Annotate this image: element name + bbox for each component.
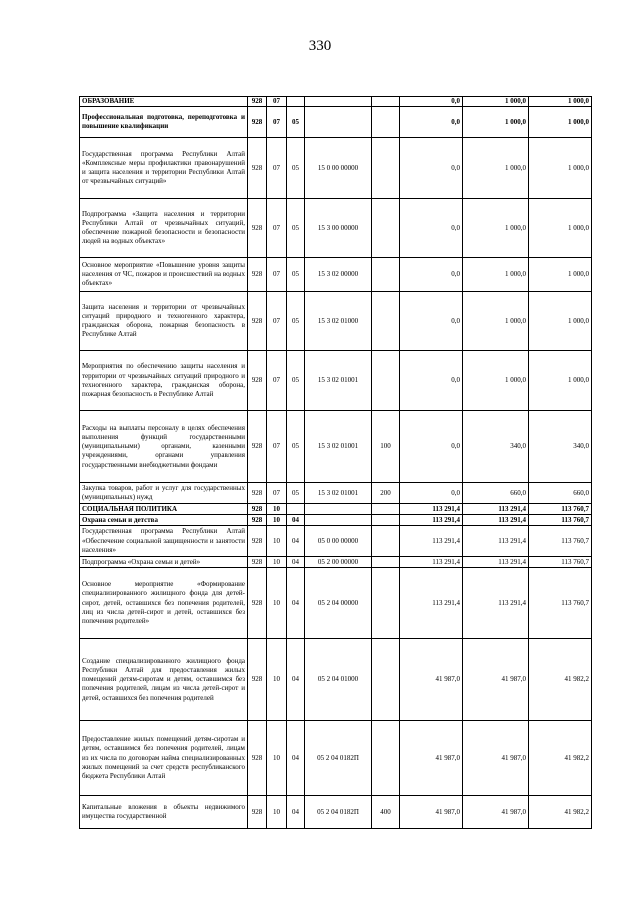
cell-ved: 928 bbox=[248, 138, 267, 199]
cell-v1: 41 987,0 bbox=[400, 639, 463, 721]
cell-csr: 05 2 04 0182П bbox=[305, 796, 372, 829]
cell-name: Основное мероприятие «Формирование специализированного жилищного фонда для детей-сирот, детей, оставшихся без попечения родителей, лиц из числа детей-сирот и детей, оставшихся без попечения родителей» bbox=[80, 568, 248, 639]
cell-v1: 41 987,0 bbox=[400, 721, 463, 796]
cell-rz: 07 bbox=[267, 97, 287, 107]
cell-rz: 07 bbox=[267, 411, 287, 483]
cell-name: ОБРАЗОВАНИЕ bbox=[80, 97, 248, 107]
cell-csr: 05 2 04 01000 bbox=[305, 639, 372, 721]
cell-name: Профессиональная подготовка, переподготовка и повышение квалификации bbox=[80, 107, 248, 138]
cell-vr bbox=[372, 639, 400, 721]
cell-ved: 928 bbox=[248, 796, 267, 829]
cell-name: Защита населения и территории от чрезвычайных ситуаций природного и техногенного характера, гражданская оборона, пожарная безопасность в Республике Алтай bbox=[80, 292, 248, 351]
cell-pr: 04 bbox=[287, 557, 305, 568]
table-row bbox=[80, 515, 592, 526]
cell-v3: 1 000,0 bbox=[529, 258, 592, 292]
cell-v1: 113 291,4 bbox=[400, 515, 463, 526]
table-row bbox=[80, 351, 592, 411]
cell-name: Капитальные вложения в объекты недвижимого имущества государственной bbox=[80, 796, 248, 829]
table-row bbox=[80, 138, 592, 199]
cell-pr: 04 bbox=[287, 526, 305, 557]
cell-v2: 1 000,0 bbox=[463, 258, 529, 292]
cell-csr: 05 2 04 0182П bbox=[305, 721, 372, 796]
cell-v1: 41 987,0 bbox=[400, 796, 463, 829]
cell-vr bbox=[372, 526, 400, 557]
cell-v3: 1 000,0 bbox=[529, 138, 592, 199]
cell-vr bbox=[372, 97, 400, 107]
cell-pr: 04 bbox=[287, 721, 305, 796]
cell-rz: 10 bbox=[267, 557, 287, 568]
cell-ved: 928 bbox=[248, 411, 267, 483]
cell-pr: 05 bbox=[287, 351, 305, 411]
cell-vr bbox=[372, 721, 400, 796]
cell-v2: 340,0 bbox=[463, 411, 529, 483]
cell-ved: 928 bbox=[248, 483, 267, 504]
cell-v1: 113 291,4 bbox=[400, 568, 463, 639]
cell-ved: 928 bbox=[248, 721, 267, 796]
cell-rz: 07 bbox=[267, 483, 287, 504]
cell-csr: 15 0 00 00000 bbox=[305, 138, 372, 199]
cell-v1: 0,0 bbox=[400, 351, 463, 411]
cell-ved: 928 bbox=[248, 351, 267, 411]
cell-pr: 05 bbox=[287, 138, 305, 199]
cell-rz: 10 bbox=[267, 526, 287, 557]
cell-rz: 07 bbox=[267, 258, 287, 292]
cell-name: Закупка товаров, работ и услуг для государственных (муниципальных) нужд bbox=[80, 483, 248, 504]
cell-v1: 113 291,4 bbox=[400, 557, 463, 568]
cell-v2: 41 987,0 bbox=[463, 721, 529, 796]
cell-v3: 113 760,7 bbox=[529, 568, 592, 639]
cell-pr: 05 bbox=[287, 258, 305, 292]
table-row bbox=[80, 796, 592, 829]
cell-v3: 113 760,7 bbox=[529, 526, 592, 557]
cell-name: Основное мероприятие «Повышение уровня защиты населения от ЧС, пожаров и происшествий на водных объектах» bbox=[80, 258, 248, 292]
cell-name: Подпрограмма «Защита населения и территории Республики Алтай от чрезвычайных ситуаций, обеспечение пожарной безопасности и безопасности людей на водных объектах» bbox=[80, 199, 248, 258]
cell-v1: 0,0 bbox=[400, 107, 463, 138]
cell-v2: 1 000,0 bbox=[463, 351, 529, 411]
table-row bbox=[80, 107, 592, 138]
cell-v1: 0,0 bbox=[400, 138, 463, 199]
cell-rz: 10 bbox=[267, 721, 287, 796]
cell-v2: 660,0 bbox=[463, 483, 529, 504]
cell-ved: 928 bbox=[248, 292, 267, 351]
cell-vr bbox=[372, 557, 400, 568]
cell-vr bbox=[372, 515, 400, 526]
cell-csr: 05 2 00 00000 bbox=[305, 557, 372, 568]
cell-pr: 05 bbox=[287, 483, 305, 504]
table-row bbox=[80, 292, 592, 351]
cell-v2: 1 000,0 bbox=[463, 138, 529, 199]
cell-v2: 1 000,0 bbox=[463, 97, 529, 107]
cell-v1: 0,0 bbox=[400, 411, 463, 483]
cell-ved: 928 bbox=[248, 97, 267, 107]
cell-csr: 15 3 02 01001 bbox=[305, 411, 372, 483]
cell-vr: 100 bbox=[372, 411, 400, 483]
cell-rz: 10 bbox=[267, 568, 287, 639]
cell-vr bbox=[372, 292, 400, 351]
cell-vr bbox=[372, 107, 400, 138]
cell-v3: 113 760,7 bbox=[529, 504, 592, 515]
cell-v1: 0,0 bbox=[400, 483, 463, 504]
cell-csr: 15 3 00 00000 bbox=[305, 199, 372, 258]
cell-csr: 15 3 02 00000 bbox=[305, 258, 372, 292]
cell-v1: 113 291,4 bbox=[400, 526, 463, 557]
cell-rz: 07 bbox=[267, 107, 287, 138]
cell-name: Мероприятия по обеспечению защиты населения и территории от чрезвычайных ситуаций природного и техногенного характера, гражданская оборона, пожарная безопасность в Республике Алтай bbox=[80, 351, 248, 411]
table-row bbox=[80, 526, 592, 557]
cell-name: СОЦИАЛЬНАЯ ПОЛИТИКА bbox=[80, 504, 248, 515]
cell-v3: 1 000,0 bbox=[529, 351, 592, 411]
cell-v1: 0,0 bbox=[400, 199, 463, 258]
table-row bbox=[80, 721, 592, 796]
cell-name: Государственная программа Республики Алтай «Комплексные меры профилактики правонарушений и защита населения и территории Республики Алтай от чрезвычайных ситуаций» bbox=[80, 138, 248, 199]
cell-pr: 05 bbox=[287, 199, 305, 258]
cell-vr: 400 bbox=[372, 796, 400, 829]
cell-csr: 05 2 04 00000 bbox=[305, 568, 372, 639]
cell-v3: 340,0 bbox=[529, 411, 592, 483]
cell-vr bbox=[372, 258, 400, 292]
cell-name: Подпрограмма «Охрана семьи и детей» bbox=[80, 557, 248, 568]
cell-vr: 200 bbox=[372, 483, 400, 504]
cell-ved: 928 bbox=[248, 526, 267, 557]
cell-rz: 07 bbox=[267, 292, 287, 351]
cell-v3: 1 000,0 bbox=[529, 107, 592, 138]
cell-vr bbox=[372, 504, 400, 515]
cell-name: Создание специализированного жилищного фонда Республики Алтай для предоставления жилых помещений детям-сиротам и детям, оставшимся без попечения родителей, лицам из числа детей-сирот и детей, оставшихся без попечения родителей bbox=[80, 639, 248, 721]
cell-ved: 928 bbox=[248, 258, 267, 292]
cell-name: Государственная программа Республики Алтай «Обеспечение социальной защищенности и занятости населения» bbox=[80, 526, 248, 557]
cell-v2: 113 291,4 bbox=[463, 526, 529, 557]
cell-csr: 05 0 00 00000 bbox=[305, 526, 372, 557]
page-number: 330 bbox=[308, 38, 332, 54]
cell-v2: 113 291,4 bbox=[463, 557, 529, 568]
cell-ved: 928 bbox=[248, 107, 267, 138]
cell-v2: 113 291,4 bbox=[463, 515, 529, 526]
cell-ved: 928 bbox=[248, 568, 267, 639]
cell-v3: 113 760,7 bbox=[529, 515, 592, 526]
cell-v1: 0,0 bbox=[400, 97, 463, 107]
cell-v3: 1 000,0 bbox=[529, 97, 592, 107]
cell-csr bbox=[305, 107, 372, 138]
cell-rz: 10 bbox=[267, 639, 287, 721]
cell-csr bbox=[305, 97, 372, 107]
cell-csr: 15 3 02 01001 bbox=[305, 483, 372, 504]
cell-v3: 41 982,2 bbox=[529, 796, 592, 829]
table-row bbox=[80, 483, 592, 504]
table-row bbox=[80, 199, 592, 258]
cell-csr: 15 3 02 01001 bbox=[305, 351, 372, 411]
cell-v2: 113 291,4 bbox=[463, 568, 529, 639]
cell-v2: 1 000,0 bbox=[463, 199, 529, 258]
cell-name: Охрана семьи и детства bbox=[80, 515, 248, 526]
table-row bbox=[80, 97, 592, 107]
cell-csr bbox=[305, 515, 372, 526]
cell-ved: 928 bbox=[248, 557, 267, 568]
cell-pr: 04 bbox=[287, 515, 305, 526]
cell-rz: 07 bbox=[267, 138, 287, 199]
budget-table bbox=[79, 96, 592, 829]
cell-v2: 1 000,0 bbox=[463, 292, 529, 351]
cell-v3: 41 982,2 bbox=[529, 721, 592, 796]
cell-pr: 05 bbox=[287, 411, 305, 483]
cell-pr: 04 bbox=[287, 639, 305, 721]
cell-pr: 05 bbox=[287, 292, 305, 351]
cell-csr bbox=[305, 504, 372, 515]
cell-rz: 10 bbox=[267, 515, 287, 526]
cell-ved: 928 bbox=[248, 504, 267, 515]
cell-name: Предоставление жилых помещений детям-сиротам и детям, оставшимся без попечения родителей, лицам из их числа по договорам найма специализированных жилых помещений за счет средств республиканского бюджета Республики Алтай bbox=[80, 721, 248, 796]
cell-rz: 10 bbox=[267, 796, 287, 829]
cell-name: Расходы на выплаты персоналу в целях обеспечения выполнения функций государственными (муниципальными) органами, казенными учреждениями, органами управления государственными внебюджетными фондами bbox=[80, 411, 248, 483]
cell-ved: 928 bbox=[248, 515, 267, 526]
cell-vr bbox=[372, 568, 400, 639]
cell-v1: 0,0 bbox=[400, 258, 463, 292]
cell-v2: 41 987,0 bbox=[463, 639, 529, 721]
cell-v1: 113 291,4 bbox=[400, 504, 463, 515]
cell-v3: 1 000,0 bbox=[529, 292, 592, 351]
table-row bbox=[80, 557, 592, 568]
cell-vr bbox=[372, 351, 400, 411]
cell-v3: 1 000,0 bbox=[529, 199, 592, 258]
cell-v2: 113 291,4 bbox=[463, 504, 529, 515]
cell-ved: 928 bbox=[248, 639, 267, 721]
table-row bbox=[80, 504, 592, 515]
cell-pr bbox=[287, 97, 305, 107]
table-row bbox=[80, 568, 592, 639]
cell-pr: 04 bbox=[287, 796, 305, 829]
table-row bbox=[80, 411, 592, 483]
cell-v3: 41 982,2 bbox=[529, 639, 592, 721]
table-row bbox=[80, 639, 592, 721]
cell-rz: 07 bbox=[267, 351, 287, 411]
cell-v1: 0,0 bbox=[400, 292, 463, 351]
cell-pr bbox=[287, 504, 305, 515]
cell-pr: 05 bbox=[287, 107, 305, 138]
cell-v2: 1 000,0 bbox=[463, 107, 529, 138]
cell-rz: 07 bbox=[267, 199, 287, 258]
cell-csr: 15 3 02 01000 bbox=[305, 292, 372, 351]
cell-pr: 04 bbox=[287, 568, 305, 639]
table-row bbox=[80, 258, 592, 292]
cell-v3: 113 760,7 bbox=[529, 557, 592, 568]
cell-vr bbox=[372, 199, 400, 258]
cell-ved: 928 bbox=[248, 199, 267, 258]
cell-vr bbox=[372, 138, 400, 199]
cell-v2: 41 987,0 bbox=[463, 796, 529, 829]
cell-v3: 660,0 bbox=[529, 483, 592, 504]
cell-rz: 10 bbox=[267, 504, 287, 515]
